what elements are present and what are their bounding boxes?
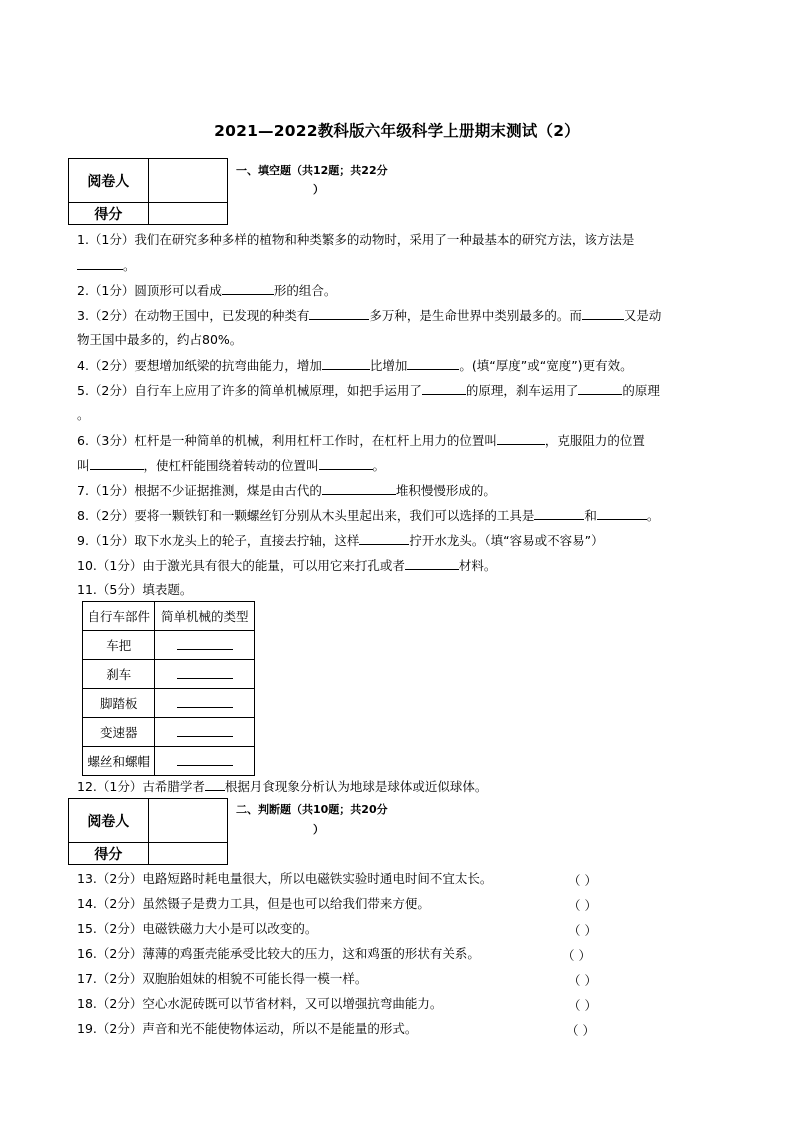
page-title: 2021—2022教科版六年级科学上册期末测试（2） — [214, 122, 580, 140]
q13-answer-paren[interactable]: （ ） — [568, 873, 597, 888]
question-7 — [77, 482, 496, 499]
q6-line2-prefix: 叫 — [77, 458, 90, 473]
score-box-2 — [68, 798, 228, 865]
q9-suffix: 拧开水龙头。（填“容易或不容易”） — [409, 533, 604, 548]
q6-line2-mid: ，使杠杆能围绕着转动的位置叫 — [143, 458, 319, 473]
q7-prefix: 7.（1分）根据不少证据推测，煤是由古代的 — [77, 483, 322, 498]
q5-prefix: 5.（2分）自行车上应用了许多的简单机械原理，如把手运用了 — [77, 383, 422, 398]
q8-end: 。 — [646, 508, 660, 523]
question-5-line2: 。 — [77, 407, 90, 422]
q19-answer-paren[interactable]: （ ） — [566, 1023, 595, 1038]
q14-answer-paren[interactable]: （ ） — [568, 898, 597, 913]
q11-row-part: 刹车 — [83, 660, 155, 689]
q11-row-answer — [155, 631, 255, 660]
q9-blank[interactable] — [359, 532, 409, 545]
q7-blank[interactable] — [322, 482, 396, 495]
q12-suffix: 根据月食现象分析认为地球是球体或近似球体。 — [224, 779, 488, 794]
q8-blank-2[interactable] — [597, 507, 647, 520]
q10-suffix: 材料。 — [458, 558, 497, 573]
score-cell[interactable] — [148, 203, 227, 225]
q11-blank-3[interactable] — [177, 695, 233, 708]
q2-blank[interactable] — [222, 282, 274, 295]
q6-blank-3[interactable] — [319, 457, 373, 470]
question-15: 15.（2分）电磁铁磁力大小是可以改变的。 — [77, 921, 318, 936]
q11-row-answer — [155, 747, 255, 776]
section2-heading: 二、判断题（共10题；共20分 — [236, 803, 388, 816]
q11-row-part: 脚踏板 — [83, 689, 155, 718]
section1-heading-close: ） — [313, 183, 324, 196]
question-1 — [77, 232, 634, 248]
q11-row-part: 车把 — [83, 631, 155, 660]
q12-prefix: 12.（1分）古希腊学者 — [77, 779, 205, 794]
q11-blank-2[interactable] — [177, 666, 233, 679]
q11-header-type: 简单机械的类型 — [155, 602, 255, 631]
q11-table — [82, 601, 255, 776]
q2-suffix: 形的组合。 — [273, 283, 337, 298]
section2-heading-close: ） — [313, 823, 324, 836]
q2-prefix: 2.（1分）圆顶形可以看成 — [77, 283, 222, 298]
q3-blank-2[interactable] — [582, 307, 624, 320]
q18-answer-paren[interactable]: （ ） — [568, 998, 597, 1013]
q6-line2-end: 。 — [372, 458, 386, 473]
score-cell[interactable] — [148, 843, 227, 865]
q1-end: 。 — [123, 258, 136, 273]
q6-blank-2[interactable] — [90, 457, 144, 470]
q11-header-part: 自行车部件 — [83, 602, 155, 631]
question-13: 13.（2分）电路短路时耗电量很大，所以电磁铁实验时通电时间不宜太长。 — [77, 871, 493, 886]
q6-suffix: ，克服阻力的位置 — [544, 433, 645, 448]
q8-blank-1[interactable] — [534, 507, 584, 520]
question-14: 14.（2分）虽然镊子是费力工具，但是也可以给我们带来方便。 — [77, 896, 430, 911]
q3-blank-1[interactable] — [309, 307, 369, 320]
question-5 — [77, 382, 660, 399]
question-16: 16.（2分）薄薄的鸡蛋壳能承受比较大的压力，这和鸡蛋的形状有关系。 — [77, 946, 480, 961]
q3-prefix: 3.（2分）在动物王国中，已发现的种类有 — [77, 308, 310, 323]
section1-heading: 一、填空题（共12题；共22分 — [236, 164, 388, 177]
question-11: 11.（5分）填表题。 — [77, 582, 193, 597]
q3-mid: 多万种，是生命世界中类别最多的。而 — [369, 308, 582, 323]
q6-prefix: 6.（3分）杠杆是一种简单的机械，利用杠杆工作时，在杠杆上用力的位置叫 — [77, 433, 497, 448]
q10-blank[interactable] — [405, 557, 459, 570]
q11-row-answer — [155, 689, 255, 718]
reviewer-cell[interactable] — [148, 799, 227, 843]
q5-blank-2[interactable] — [578, 382, 622, 395]
q1-text: 1.（1分）我们在研究多种多样的植物和种类繁多的动物时，采用了一种最基本的研究方法，该方法是 — [77, 232, 635, 247]
question-3 — [77, 307, 661, 324]
q7-suffix: 堆积慢慢形成的。 — [395, 483, 496, 498]
q4-suffix: 。(填“厚度”或“宽度”)更有效。 — [459, 358, 633, 373]
q11-row-answer — [155, 718, 255, 747]
q5-blank-1[interactable] — [422, 382, 466, 395]
q11-blank-4[interactable] — [177, 724, 233, 737]
score-label: 得分 — [69, 203, 149, 225]
score-box-1 — [68, 158, 228, 225]
question-1-line2 — [77, 257, 136, 274]
q5-mid: 的原理，刹车运用了 — [465, 383, 579, 398]
question-6-line2 — [77, 457, 385, 474]
q4-mid: 比增加 — [369, 358, 408, 373]
question-2 — [77, 282, 336, 299]
q10-prefix: 10.（1分）由于激光具有很大的能量，可以用它来打孔或者 — [77, 558, 405, 573]
q3-suffix: 又是动 — [623, 308, 662, 323]
q11-blank-5[interactable] — [177, 753, 233, 766]
q5-suffix: 的原理 — [622, 383, 660, 398]
q6-blank-1[interactable] — [497, 432, 545, 445]
question-18: 18.（2分）空心水泥砖既可以节省材料，又可以增强抗弯曲能力。 — [77, 996, 443, 1011]
q17-answer-paren[interactable]: （ ） — [568, 973, 597, 988]
q4-prefix: 4.（2分）要想增加纸梁的抗弯曲能力，增加 — [77, 358, 322, 373]
question-6 — [77, 432, 645, 449]
q16-answer-paren[interactable]: （ ） — [562, 948, 591, 963]
q4-blank-1[interactable] — [322, 357, 370, 370]
score-label: 得分 — [69, 843, 149, 865]
question-9 — [77, 532, 604, 549]
q4-blank-2[interactable] — [407, 357, 459, 370]
q15-answer-paren[interactable]: （ ） — [568, 923, 597, 938]
q11-blank-1[interactable] — [177, 637, 233, 650]
question-8 — [77, 507, 659, 524]
question-3-line2: 物王国中最多的，约占80%。 — [77, 332, 243, 347]
q9-prefix: 9.（1分）取下水龙头上的轮子，直接去拧轴，这样 — [77, 533, 360, 548]
question-10 — [77, 557, 496, 574]
q11-row-part: 变速器 — [83, 718, 155, 747]
q8-prefix: 8.（2分）要将一颗铁钉和一颗螺丝钉分别从木头里起出来，我们可以选择的工具是 — [77, 508, 535, 523]
q8-mid: 和 — [584, 508, 597, 523]
question-19: 19.（2分）声音和光不能使物体运动，所以不是能量的形式。 — [77, 1021, 418, 1036]
reviewer-cell[interactable] — [148, 159, 227, 203]
question-4 — [77, 357, 633, 374]
question-17: 17.（2分）双胞胎姐妹的相貌不可能长得一模一样。 — [77, 971, 368, 986]
reviewer-label: 阅卷人 — [69, 159, 149, 203]
q12-blank[interactable] — [205, 778, 225, 791]
q11-row-answer — [155, 660, 255, 689]
q1-blank[interactable] — [77, 257, 123, 270]
q11-row-part: 螺丝和螺帽 — [83, 747, 155, 776]
reviewer-label: 阅卷人 — [69, 799, 149, 843]
question-12 — [77, 778, 487, 795]
